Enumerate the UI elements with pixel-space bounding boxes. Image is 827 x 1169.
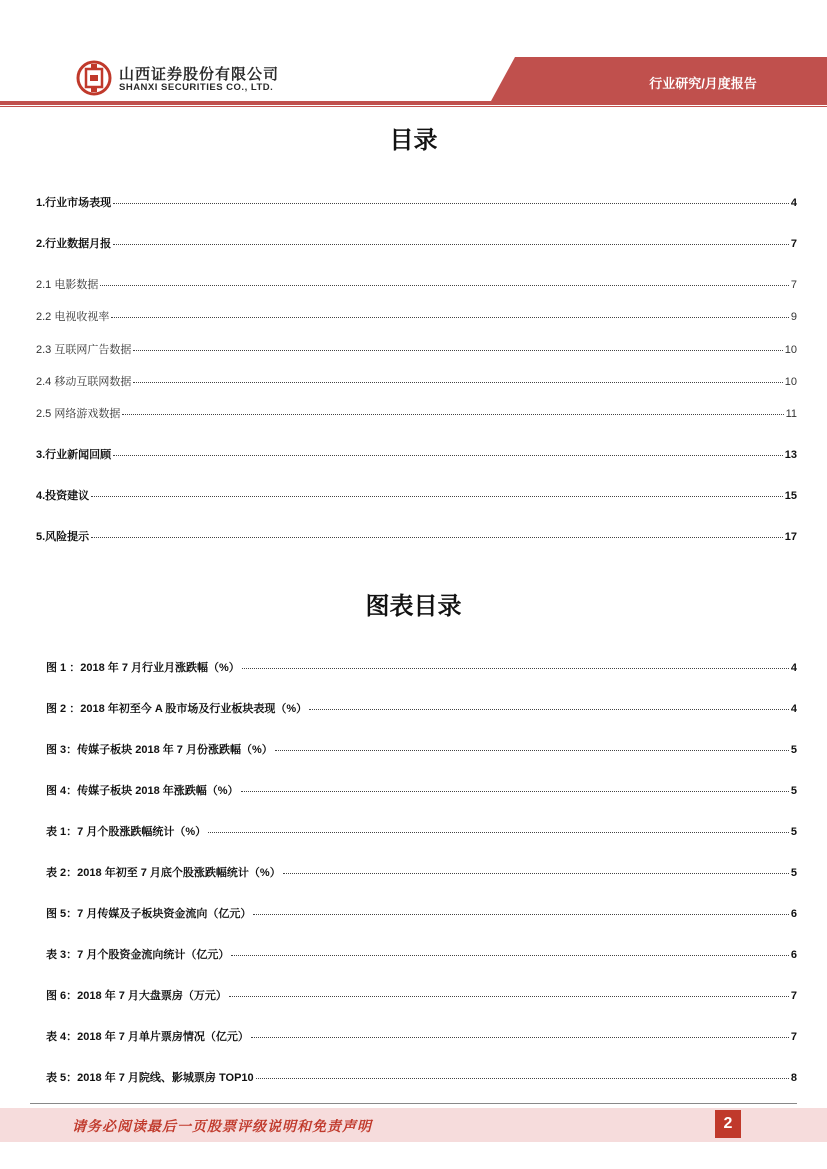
header-band: [0, 0, 827, 112]
report-type-label: 行业研究/月度报告: [649, 76, 757, 91]
toc-entry[interactable]: 4.投资建议 15: [36, 490, 797, 502]
leader-dots: [253, 913, 789, 915]
toc-subentry[interactable]: 2.1 电影数据 7: [36, 279, 797, 291]
figure-entry[interactable]: 图 1 ：2018 年 7 月行业月涨跌幅（%） 4: [46, 662, 797, 674]
leader-dots: [241, 790, 789, 792]
company-logo-icon: [76, 60, 112, 96]
toc-subentry[interactable]: 2.2 电视收视率 9: [36, 311, 797, 323]
figure-entry[interactable]: 图 5：7 月传媒及子板块资金流向（亿元） 6: [46, 908, 797, 920]
toc-entry[interactable]: 1.行业市场表现 4: [36, 197, 797, 209]
leader-dots: [91, 495, 783, 497]
figure-entry[interactable]: 表 3：7 月个股资金流向统计（亿元） 6: [46, 949, 797, 961]
leader-dots: [111, 316, 789, 318]
leader-dots: [309, 708, 789, 710]
toc-entry[interactable]: 3.行业新闻回顾 13: [36, 449, 797, 461]
figure-entry[interactable]: 图 2 ：2018 年初至今 A 股市场及行业板块表现（%） 4: [46, 703, 797, 715]
leader-dots: [133, 381, 782, 383]
toc-subentry[interactable]: 2.3 互联网广告数据 10: [36, 344, 797, 356]
figure-entry[interactable]: 表 5：2018 年 7 月院线、影城票房 TOP10 8: [46, 1072, 797, 1084]
leader-dots: [122, 413, 783, 415]
company-name-cn: 山西证券股份有限公司: [119, 66, 280, 83]
leader-dots: [231, 954, 789, 956]
figure-entry[interactable]: 图 4：传媒子板块 2018 年涨跌幅（%） 5: [46, 785, 797, 797]
leader-dots: [283, 872, 789, 874]
leader-dots: [251, 1036, 789, 1038]
company-name-en: SHANXI SECURITIES CO., LTD.: [119, 82, 274, 93]
leader-dots: [275, 749, 789, 751]
figure-entry[interactable]: 表 2：2018 年初至 7 月底个股涨跌幅统计（%） 5: [46, 867, 797, 879]
figure-list-title: 图表目录: [365, 591, 462, 620]
page-header: [0, 0, 827, 112]
footer-divider: [30, 1103, 797, 1104]
leader-dots: [229, 995, 789, 997]
leader-dots: [113, 202, 789, 204]
toc-entry[interactable]: 5.风险提示 17: [36, 531, 797, 543]
footer-disclaimer: 请务必阅读最后一页股票评级说明和免责声明: [72, 1119, 372, 1135]
leader-dots: [208, 831, 789, 833]
leader-dots: [242, 667, 789, 669]
page-number: 2: [715, 1110, 741, 1138]
figure-entry[interactable]: 图 6：2018 年 7 月大盘票房（万元） 7: [46, 990, 797, 1002]
leader-dots: [91, 536, 783, 538]
toc-subentry[interactable]: 2.5 网络游戏数据 11: [36, 408, 797, 420]
toc-entry[interactable]: 2.行业数据月报 7: [36, 238, 797, 250]
toc-subentry[interactable]: 2.4 移动互联网数据 10: [36, 376, 797, 388]
leader-dots: [133, 349, 782, 351]
leader-dots: [113, 243, 789, 245]
leader-dots: [100, 284, 789, 286]
leader-dots: [256, 1077, 789, 1079]
figure-entry[interactable]: 图 3：传媒子板块 2018 年 7 月份涨跌幅（%） 5: [46, 744, 797, 756]
toc-title: 目录: [389, 125, 438, 154]
figure-entry[interactable]: 表 1：7 月个股涨跌幅统计（%） 5: [46, 826, 797, 838]
figure-entry[interactable]: 表 4：2018 年 7 月单片票房情况（亿元） 7: [46, 1031, 797, 1043]
leader-dots: [113, 454, 783, 456]
